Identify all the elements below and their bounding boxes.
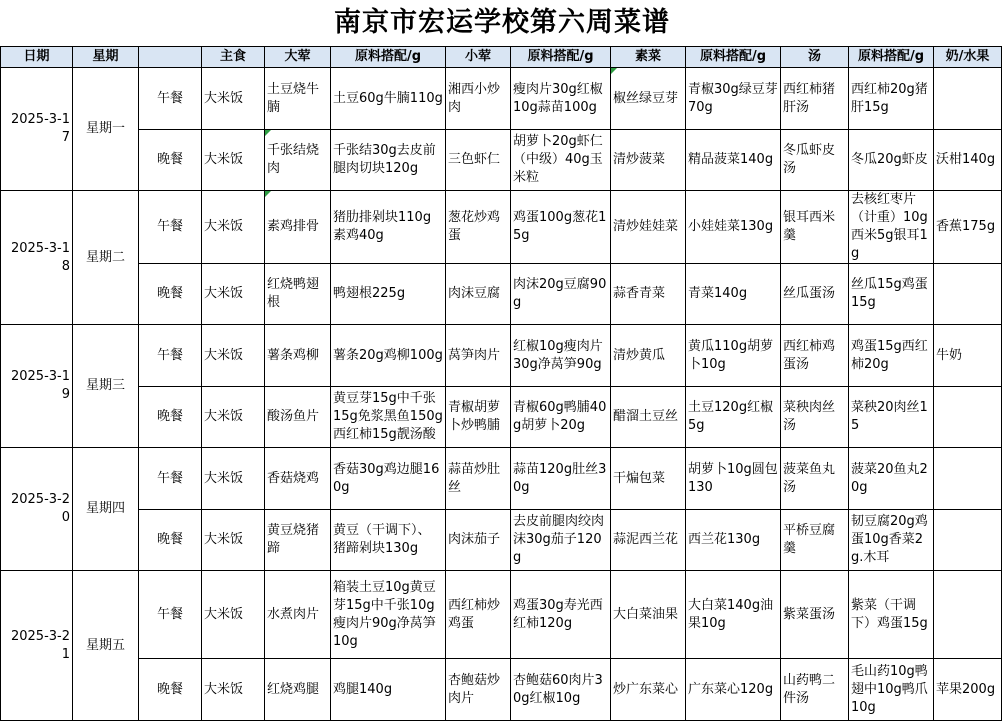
meal-cell[interactable]: 晚餐 bbox=[139, 387, 202, 448]
header-row bbox=[1, 47, 1002, 68]
side-ingredients-cell[interactable]: 鸡蛋30g寿光西红柿120g bbox=[511, 571, 611, 659]
side-dish-cell[interactable]: 三色虾仁 bbox=[446, 130, 511, 191]
side-dish-cell[interactable]: 杏鲍菇炒肉片 bbox=[446, 659, 511, 721]
veg-ingredients-cell[interactable]: 黄瓜110g胡萝卜10g bbox=[686, 325, 781, 387]
veg-ingredients-cell[interactable]: 西兰花130g bbox=[686, 510, 781, 571]
header-side-dish[interactable]: 小荤 bbox=[446, 47, 511, 68]
staple-cell[interactable]: 大米饭 bbox=[202, 659, 265, 721]
veg-dish-cell[interactable]: 清炒黄瓜 bbox=[611, 325, 686, 387]
header-blank[interactable] bbox=[139, 47, 202, 68]
side-dish-cell[interactable]: 葱花炒鸡蛋 bbox=[446, 191, 511, 264]
main-ingredients-cell[interactable]: 土豆60g牛腩110g bbox=[331, 68, 446, 130]
main-dish-cell[interactable]: 红烧鸭翅根 bbox=[265, 264, 331, 325]
staple-cell[interactable]: 大米饭 bbox=[202, 68, 265, 130]
soup-ingredients-cell[interactable]: 冬瓜20g虾皮 bbox=[849, 130, 934, 191]
main-ingredients-cell[interactable]: 猪肋排剁块110g素鸡40g bbox=[331, 191, 446, 264]
veg-dish-cell[interactable]: 清炒娃娃菜 bbox=[611, 191, 686, 264]
main-ingredients-cell[interactable]: 薯条20g鸡柳100g bbox=[331, 325, 446, 387]
main-dish-cell[interactable]: 薯条鸡柳 bbox=[265, 325, 331, 387]
meal-cell[interactable]: 晚餐 bbox=[139, 130, 202, 191]
side-dish-cell[interactable]: 西红柿炒鸡蛋 bbox=[446, 571, 511, 659]
date-cell[interactable]: 2025-3-20 bbox=[1, 448, 73, 571]
fruit-cell[interactable]: 沃柑140g bbox=[934, 130, 1002, 191]
meal-cell[interactable]: 晚餐 bbox=[139, 659, 202, 721]
veg-ingredients-cell[interactable]: 青椒30g绿豆芽70g bbox=[686, 68, 781, 130]
main-dish-cell[interactable]: 素鸡排骨 bbox=[265, 191, 331, 264]
main-dish-cell[interactable]: 土豆烧牛腩 bbox=[265, 68, 331, 130]
side-dish-cell[interactable]: 蒜苗炒肚丝 bbox=[446, 448, 511, 510]
staple-cell[interactable]: 大米饭 bbox=[202, 191, 265, 264]
meal-cell[interactable]: 午餐 bbox=[139, 448, 202, 510]
meal-cell[interactable]: 晚餐 bbox=[139, 510, 202, 571]
header-staple[interactable]: 主食 bbox=[202, 47, 265, 68]
date-cell[interactable]: 2025-3-18 bbox=[1, 191, 73, 325]
side-dish-cell[interactable]: 肉沫豆腐 bbox=[446, 264, 511, 325]
staple-cell[interactable]: 大米饭 bbox=[202, 571, 265, 659]
main-ingredients-cell[interactable]: 香菇30g鸡边腿160g bbox=[331, 448, 446, 510]
date-cell[interactable]: 2025-3-19 bbox=[1, 325, 73, 448]
table-row bbox=[1, 659, 1002, 721]
meal-cell[interactable]: 午餐 bbox=[139, 191, 202, 264]
main-ingredients-cell[interactable]: 鸡腿140g bbox=[331, 659, 446, 721]
fruit-cell[interactable] bbox=[934, 264, 1002, 325]
main-dish-cell[interactable]: 黄豆烧猪蹄 bbox=[265, 510, 331, 571]
main-dish-cell[interactable]: 水煮肉片 bbox=[265, 571, 331, 659]
main-dish-cell[interactable]: 香菇烧鸡 bbox=[265, 448, 331, 510]
main-ingredients-cell[interactable]: 鸭翅根225g bbox=[331, 264, 446, 325]
side-dish-cell[interactable]: 莴笋肉片 bbox=[446, 325, 511, 387]
meal-cell[interactable]: 午餐 bbox=[139, 325, 202, 387]
soup-ingredients-cell[interactable]: 紫菜（干调下）鸡蛋15g bbox=[849, 571, 934, 659]
soup-cell[interactable]: 西红柿鸡蛋汤 bbox=[781, 325, 849, 387]
fruit-cell[interactable] bbox=[934, 387, 1002, 448]
soup-cell[interactable]: 山药鸭二件汤 bbox=[781, 659, 849, 721]
table-row bbox=[1, 264, 1002, 325]
veg-dish-cell[interactable]: 大白菜油果 bbox=[611, 571, 686, 659]
veg-dish-cell[interactable]: 干煸包菜 bbox=[611, 448, 686, 510]
table-row bbox=[1, 448, 1002, 510]
soup-cell[interactable]: 冬瓜虾皮汤 bbox=[781, 130, 849, 191]
side-dish-cell[interactable]: 青椒胡萝卜炒鸭脯 bbox=[446, 387, 511, 448]
veg-ingredients-cell[interactable]: 广东菜心120g bbox=[686, 659, 781, 721]
veg-ingredients-cell[interactable]: 大白菜140g油果10g bbox=[686, 571, 781, 659]
veg-dish-cell[interactable]: 炒广东菜心 bbox=[611, 659, 686, 721]
staple-cell[interactable]: 大米饭 bbox=[202, 130, 265, 191]
menu-table bbox=[0, 46, 1002, 721]
header-fruit[interactable]: 奶/水果 bbox=[934, 47, 1002, 68]
soup-ingredients-cell[interactable]: 西红柿20g猪肝15g bbox=[849, 68, 934, 130]
header-weekday[interactable]: 星期 bbox=[73, 47, 139, 68]
staple-cell[interactable]: 大米饭 bbox=[202, 448, 265, 510]
side-dish-cell[interactable]: 肉沫茄子 bbox=[446, 510, 511, 571]
staple-cell[interactable]: 大米饭 bbox=[202, 510, 265, 571]
side-ingredients-cell[interactable]: 鸡蛋100g葱花15g bbox=[511, 191, 611, 264]
side-ingredients-cell[interactable]: 杏鲍菇60肉片30g红椒10g bbox=[511, 659, 611, 721]
weekday-cell[interactable]: 星期一 bbox=[73, 68, 139, 191]
weekday-cell[interactable]: 星期三 bbox=[73, 325, 139, 448]
date-cell[interactable]: 2025-3-21 bbox=[1, 571, 73, 721]
soup-cell[interactable]: 菜秧肉丝汤 bbox=[781, 387, 849, 448]
soup-ingredients-cell[interactable]: 毛山药10g鸭翅中10g鸭爪10g bbox=[849, 659, 934, 721]
table-row bbox=[1, 191, 1002, 264]
header-veg-dish[interactable]: 素菜 bbox=[611, 47, 686, 68]
meal-cell[interactable]: 午餐 bbox=[139, 68, 202, 130]
side-ingredients-cell[interactable]: 蒜苗120g肚丝30g bbox=[511, 448, 611, 510]
side-ingredients-cell[interactable]: 胡萝卜20g虾仁（中级）40g玉米粒 bbox=[511, 130, 611, 191]
meal-cell[interactable]: 晚餐 bbox=[139, 264, 202, 325]
fruit-cell[interactable] bbox=[934, 448, 1002, 510]
veg-ingredients-cell[interactable]: 青菜140g bbox=[686, 264, 781, 325]
veg-ingredients-cell[interactable]: 土豆120g红椒5g bbox=[686, 387, 781, 448]
table-row bbox=[1, 571, 1002, 659]
header-date[interactable]: 日期 bbox=[1, 47, 73, 68]
soup-cell[interactable]: 银耳西米羹 bbox=[781, 191, 849, 264]
fruit-cell[interactable]: 苹果200g bbox=[934, 659, 1002, 721]
side-ingredients-cell[interactable]: 肉沫20g豆腐90g bbox=[511, 264, 611, 325]
veg-dish-cell[interactable]: 椒丝绿豆芽 bbox=[611, 68, 686, 130]
header-main-dish[interactable]: 大荤 bbox=[265, 47, 331, 68]
weekday-cell[interactable]: 星期四 bbox=[73, 448, 139, 571]
main-dish-cell[interactable]: 酸汤鱼片 bbox=[265, 387, 331, 448]
soup-cell[interactable]: 紫菜蛋汤 bbox=[781, 571, 849, 659]
header-soup-ingredients[interactable]: 原料搭配/g bbox=[849, 47, 934, 68]
veg-ingredients-cell[interactable]: 小娃娃菜130g bbox=[686, 191, 781, 264]
fruit-cell[interactable] bbox=[934, 510, 1002, 571]
soup-ingredients-cell[interactable]: 鸡蛋15g西红柿20g bbox=[849, 325, 934, 387]
table-row bbox=[1, 325, 1002, 387]
staple-cell[interactable]: 大米饭 bbox=[202, 264, 265, 325]
side-ingredients-cell[interactable]: 红椒10g瘦肉片30g净莴笋90g bbox=[511, 325, 611, 387]
table-row bbox=[1, 387, 1002, 448]
main-ingredients-cell[interactable]: 黄豆（干调下）、猪蹄剁块130g bbox=[331, 510, 446, 571]
date-cell[interactable]: 2025-3-17 bbox=[1, 68, 73, 191]
header-veg-ingredients[interactable]: 原料搭配/g bbox=[686, 47, 781, 68]
soup-ingredients-cell[interactable]: 菠菜20鱼丸20g bbox=[849, 448, 934, 510]
header-soup[interactable]: 汤 bbox=[781, 47, 849, 68]
veg-dish-cell[interactable]: 清炒菠菜 bbox=[611, 130, 686, 191]
staple-cell[interactable]: 大米饭 bbox=[202, 387, 265, 448]
weekday-cell[interactable]: 星期二 bbox=[73, 191, 139, 325]
main-ingredients-cell[interactable]: 黄豆芽15g中千张15g免浆黑鱼150g西红柿15g靓汤酸 bbox=[331, 387, 446, 448]
table-row bbox=[1, 510, 1002, 571]
soup-ingredients-cell[interactable]: 韧豆腐20g鸡蛋10g香菜2g.木耳 bbox=[849, 510, 934, 571]
weekday-cell[interactable]: 星期五 bbox=[73, 571, 139, 721]
veg-dish-cell[interactable]: 蒜香青菜 bbox=[611, 264, 686, 325]
veg-dish-cell[interactable]: 蒜泥西兰花 bbox=[611, 510, 686, 571]
veg-ingredients-cell[interactable]: 精品菠菜140g bbox=[686, 130, 781, 191]
soup-cell[interactable]: 菠菜鱼丸汤 bbox=[781, 448, 849, 510]
veg-dish-cell[interactable]: 醋溜土豆丝 bbox=[611, 387, 686, 448]
menu-title: 南京市宏运学校第六周菜谱 bbox=[334, 7, 670, 38]
fruit-cell[interactable] bbox=[934, 571, 1002, 659]
main-ingredients-cell[interactable]: 千张结30g去皮前腿肉切块120g bbox=[331, 130, 446, 191]
side-dish-cell[interactable]: 湘西小炒肉 bbox=[446, 68, 511, 130]
meal-cell[interactable]: 午餐 bbox=[139, 571, 202, 659]
veg-ingredients-cell[interactable]: 胡萝卜10g圆包130 bbox=[686, 448, 781, 510]
main-ingredients-cell[interactable]: 箱装土豆10g黄豆芽15g中千张10g瘦肉片90g净莴笋10g bbox=[331, 571, 446, 659]
side-ingredients-cell[interactable]: 瘦肉片30g红椒10g蒜苗100g bbox=[511, 68, 611, 130]
main-dish-cell[interactable]: 千张结烧肉 bbox=[265, 130, 331, 191]
header-main-ingredients[interactable]: 原料搭配/g bbox=[331, 47, 446, 68]
soup-cell[interactable]: 西红柿猪肝汤 bbox=[781, 68, 849, 130]
fruit-cell[interactable]: 牛奶 bbox=[934, 325, 1002, 387]
side-ingredients-cell[interactable]: 去皮前腿肉绞肉沫30g茄子120g bbox=[511, 510, 611, 571]
fruit-cell[interactable] bbox=[934, 68, 1002, 130]
main-dish-cell[interactable]: 红烧鸡腿 bbox=[265, 659, 331, 721]
soup-ingredients-cell[interactable]: 去核红枣片（计重）10g西米5g银耳1g bbox=[849, 191, 934, 264]
soup-ingredients-cell[interactable]: 菜秧20肉丝15 bbox=[849, 387, 934, 448]
menu-body bbox=[1, 68, 1002, 721]
header-side-ingredients[interactable]: 原料搭配/g bbox=[511, 47, 611, 68]
table-row bbox=[1, 68, 1002, 130]
soup-cell[interactable]: 平桥豆腐羹 bbox=[781, 510, 849, 571]
soup-ingredients-cell[interactable]: 丝瓜15g鸡蛋15g bbox=[849, 264, 934, 325]
staple-cell[interactable]: 大米饭 bbox=[202, 325, 265, 387]
side-ingredients-cell[interactable]: 青椒60g鸭脯40g胡萝卜20g bbox=[511, 387, 611, 448]
table-row bbox=[1, 130, 1002, 191]
soup-cell[interactable]: 丝瓜蛋汤 bbox=[781, 264, 849, 325]
fruit-cell[interactable]: 香蕉175g bbox=[934, 191, 1002, 264]
